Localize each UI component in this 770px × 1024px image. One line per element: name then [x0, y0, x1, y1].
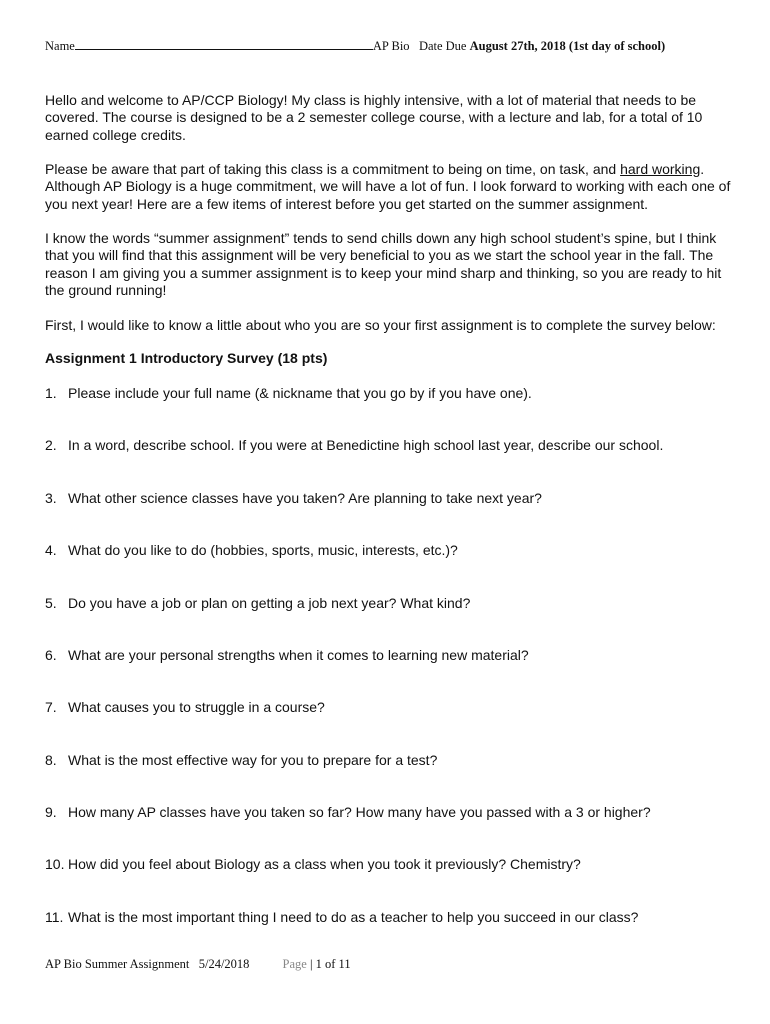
- survey-question: [45, 385, 735, 402]
- question-number: 4.: [45, 542, 57, 558]
- question-number: 9.: [45, 804, 57, 820]
- intro-paragraph-4: First, I would like to know a little about who you are so your first assignment is to complete the survey below:: [45, 317, 716, 333]
- footer-page-number: 1 of 11: [315, 957, 351, 971]
- question-text: In a word, describe school. If you were at Benedictine high school last year, describe our school.: [68, 437, 664, 453]
- question-number: 8.: [45, 752, 57, 768]
- intro-paragraph-2-end: . Although AP Biology is a huge commitment, we will have a lot of fun. I look forward to working with each one of you next year! Here are a few items of interest before you get started on the summer assignment.: [45, 161, 731, 212]
- question-number: 10.: [45, 856, 65, 872]
- assignment-heading: Assignment 1 Introductory Survey (18 pts): [45, 350, 328, 366]
- question-text: Please include your full name (& nickname that you go by if you have one).: [68, 385, 532, 401]
- question-number: 6.: [45, 647, 57, 663]
- question-text: What do you like to do (hobbies, sports, music, interests, etc.)?: [68, 542, 458, 558]
- survey-question: [45, 699, 735, 716]
- question-number: 1.: [45, 385, 57, 401]
- hard-working-underlined: hard working: [620, 161, 701, 177]
- survey-question: [45, 647, 735, 664]
- question-text: What are your personal strengths when it comes to learning new material?: [68, 647, 529, 663]
- name-blank-line: [75, 38, 373, 50]
- survey-question: [45, 595, 735, 612]
- page-footer: [45, 957, 351, 972]
- question-text: What is the most important thing I need to do as a teacher to help you succeed in our class?: [68, 909, 639, 925]
- footer-title: AP Bio Summer Assignment: [45, 957, 190, 971]
- survey-question: [45, 856, 735, 873]
- intro-paragraph-2-start: Please be aware that part of taking this class is a commitment to being on time, on task, and: [45, 161, 621, 177]
- question-number: 5.: [45, 595, 57, 611]
- date-due-label: Date Due: [418, 39, 467, 53]
- survey-question: [45, 437, 735, 454]
- question-number: 2.: [45, 437, 57, 453]
- survey-question: [45, 490, 735, 507]
- survey-question: [45, 752, 735, 769]
- footer-date: 5/24/2018: [198, 957, 250, 971]
- question-number: 7.: [45, 699, 57, 715]
- question-text: How many AP classes have you taken so far? How many have you passed with a 3 or higher?: [68, 804, 651, 820]
- question-number: 11.: [45, 909, 64, 925]
- name-label: Name: [45, 39, 75, 53]
- page-header: [45, 38, 745, 54]
- course-label: AP Bio: [372, 39, 410, 53]
- date-due-value: August 27th, 2018 (1st day of school): [469, 39, 666, 53]
- survey-question: [45, 909, 735, 926]
- footer-page-label: Page: [282, 957, 307, 971]
- question-number: 3.: [45, 490, 57, 506]
- intro-paragraph-3: I know the words “summer assignment” tends to send chills down any high school student’s spine, but I think that you will find that this assignment will be very beneficial to you as we start the school year in the fall. The reason I am giving you a summer assignment is to keep your mind sharp and thinking, so you are ready to hit the ground running!: [45, 230, 722, 299]
- footer-separator: |: [309, 957, 313, 971]
- intro-paragraph-2: [45, 161, 735, 213]
- question-text: What other science classes have you taken? Are planning to take next year?: [68, 490, 542, 506]
- survey-question: [45, 542, 735, 559]
- question-text: What causes you to struggle in a course?: [68, 699, 325, 715]
- intro-paragraph-1: Hello and welcome to AP/CCP Biology! My class is highly intensive, with a lot of material that needs to be covered. The course is designed to be a 2 semester college course, with a lecture and lab, for a total of 10 earned college credits.: [45, 92, 703, 143]
- survey-question: [45, 804, 735, 821]
- question-text: What is the most effective way for you to prepare for a test?: [68, 752, 438, 768]
- question-text: How did you feel about Biology as a class when you took it previously? Chemistry?: [68, 856, 581, 872]
- question-text: Do you have a job or plan on getting a job next year? What kind?: [68, 595, 471, 611]
